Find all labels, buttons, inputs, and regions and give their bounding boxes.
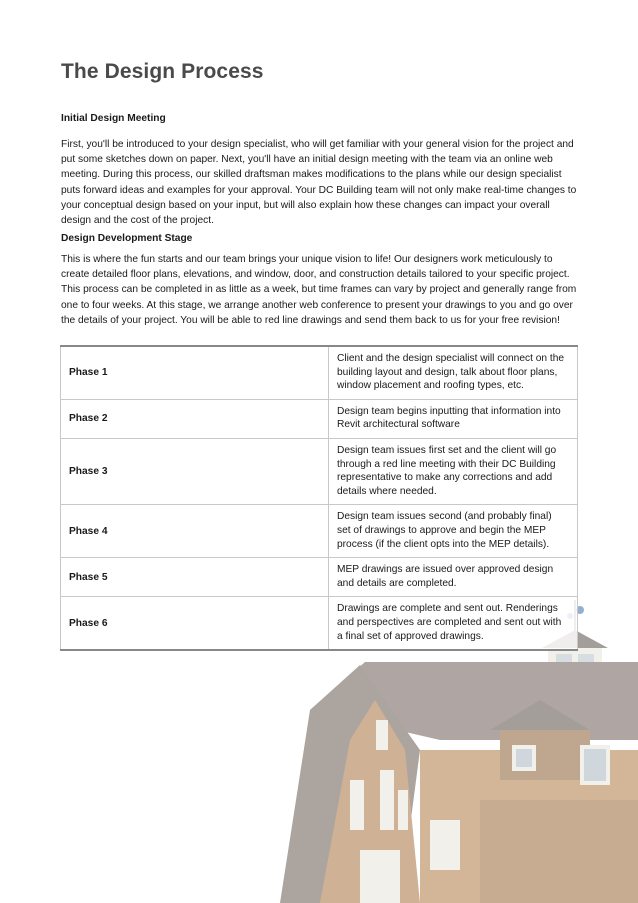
table-row (61, 558, 578, 597)
phase-description: Drawings are complete and sent out. Renderings and perspectives are completed and sent out with a final set of approved drawings. (329, 597, 578, 650)
phase-description: MEP drawings are issued over approved design and details are completed. (329, 558, 578, 597)
phase-label: Phase 4 (61, 505, 329, 558)
phase-description: Client and the design specialist will connect on the building layout and design, talk about floor plans, window placement and roofing types, etc. (329, 346, 578, 399)
phase-description: Design team begins inputting that information into Revit architectural software (329, 399, 578, 438)
phase-description: Design team issues first set and the client will go through a red line meeting with their DC Building representative to make any corrections and add details where needed. (329, 438, 578, 504)
phase-label: Phase 2 (61, 399, 329, 438)
page-title: The Design Process (61, 60, 264, 83)
table-row (61, 438, 578, 504)
section-heading-design-development-stage: Design Development Stage (61, 233, 193, 244)
section-body-initial-design-meeting: First, you'll be introduced to your design specialist, who will get familiar with your general vision for the project and put some sketches down on paper. Next, you'll have an initial design meeting with the team via an online web meeting. During this process, our skilled draftsman makes modifications to the plans while our design specialist puts forward ideas and examples for your approval. Your DC Building team will not only make real-time changes to your conceptual design based on your input, but will also explain how these changes can impact your overall design and the cost of the project. (61, 139, 577, 227)
phase-description: Design team issues second (and probably final) set of drawings to approve and begin the MEP process (if the client opts into the MEP details). (329, 505, 578, 558)
phases-table (60, 345, 578, 651)
table-row (61, 346, 578, 399)
phase-label: Phase 6 (61, 597, 329, 650)
phase-label: Phase 5 (61, 558, 329, 597)
table-row (61, 399, 578, 438)
table-row (61, 597, 578, 650)
phase-label: Phase 3 (61, 438, 329, 504)
section-body-design-development-stage: This is where the fun starts and our team brings your unique vision to life! Our designers work meticulously to create detailed floor plans, elevations, and window, door, and construction details tailored to your specific project. This process can be completed in as little as a week, but time frames can vary by project and generally range from one to four weeks. At this stage, we arrange another web conference to present your drawings to you and go over the details of your project. You will be able to red line drawings and send them back to us for your free revision! (61, 254, 577, 326)
table-row (61, 505, 578, 558)
section-heading-initial-design-meeting: Initial Design Meeting (61, 113, 166, 124)
phase-label: Phase 1 (61, 346, 329, 399)
